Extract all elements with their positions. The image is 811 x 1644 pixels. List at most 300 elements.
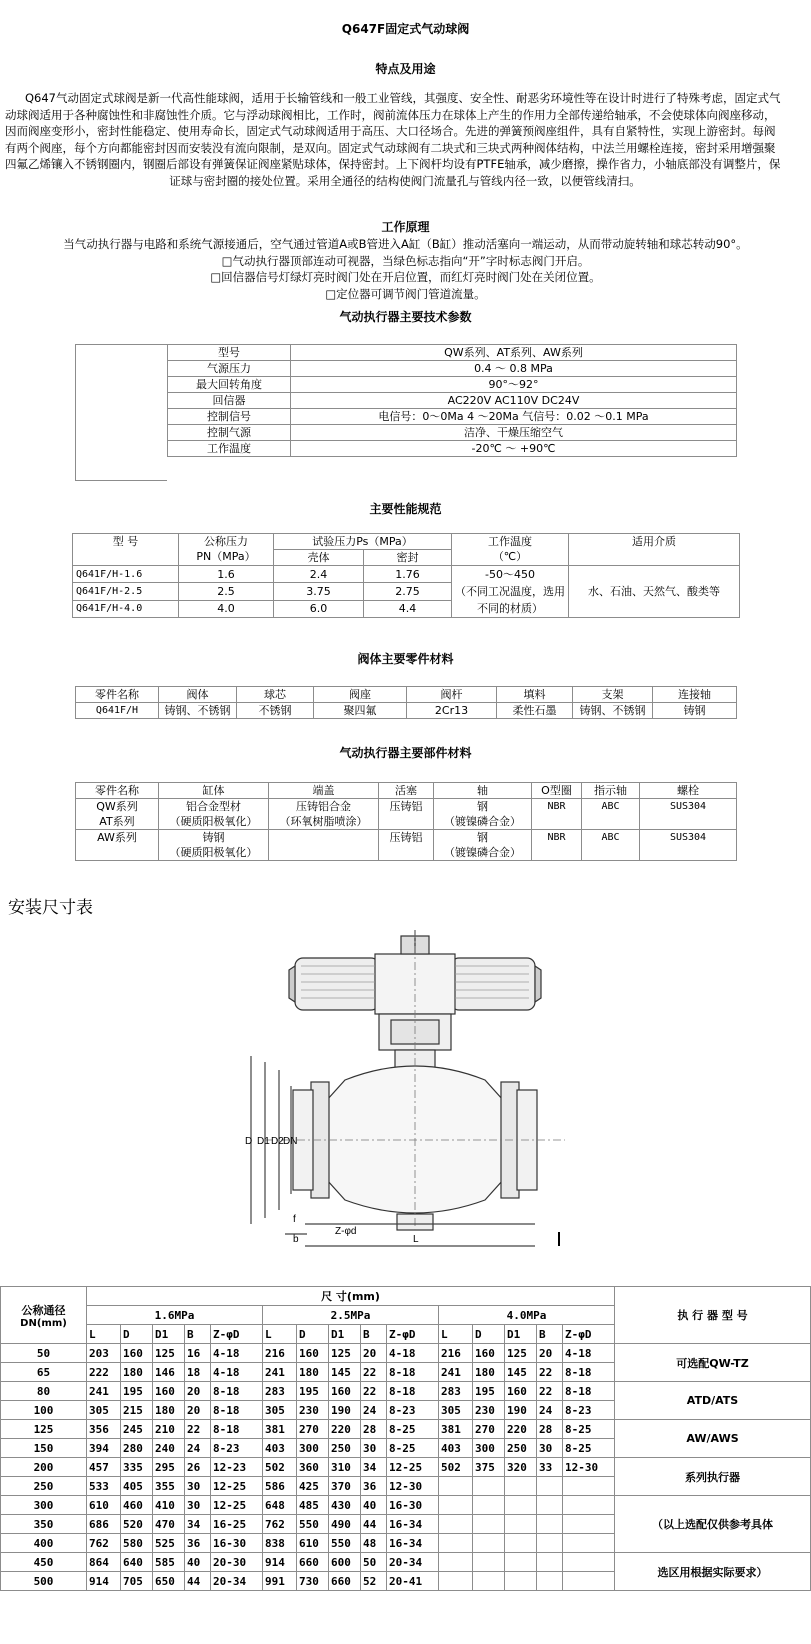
- dim-cell: 33: [537, 1458, 563, 1477]
- dim-cell: 52: [361, 1572, 387, 1591]
- perf-header-model: 型 号: [73, 534, 179, 566]
- dim-cell: 460: [121, 1496, 153, 1515]
- perf-temp-line: 不同的材质）: [477, 602, 543, 615]
- dim-col-header: D: [121, 1325, 153, 1344]
- actuator-note: 系列执行器: [615, 1458, 811, 1496]
- drawing-marker: [558, 1232, 560, 1246]
- dim-cell: 180: [297, 1363, 329, 1382]
- dim-cell: 40: [185, 1553, 211, 1572]
- dim-body: [1, 1344, 811, 1591]
- actuator-note: 可选配QW-TZ: [615, 1344, 811, 1382]
- dim-cell: 8-18: [211, 1401, 263, 1420]
- dim-cell: 640: [121, 1553, 153, 1572]
- table-row: [73, 534, 740, 550]
- principle-line: □回信器信号灯绿灯亮时阀门处在开启位置，而红灯亮时阀门处在关闭位置。: [210, 270, 601, 284]
- table-row: [168, 361, 737, 377]
- dim-cell: 16: [185, 1344, 211, 1363]
- actuator-materials-heading: 气动执行器主要部件材料: [339, 746, 472, 760]
- principle-line: □定位器可调节阀门管道流量。: [325, 286, 486, 301]
- dim-cell: 12-23: [211, 1458, 263, 1477]
- dim-dn: 200: [1, 1458, 87, 1477]
- act-mat-shaft-line: 钢: [477, 831, 488, 844]
- dim-header-dn: [1, 1287, 87, 1344]
- perf-header-shell: 壳体: [274, 550, 364, 566]
- dim-col-header: B: [185, 1325, 211, 1344]
- dim-cell: 403: [263, 1439, 297, 1458]
- perf-pn: 2.5: [179, 583, 274, 600]
- valve-drawing: [245, 930, 585, 1250]
- dim-cell: 210: [153, 1420, 185, 1439]
- dim-cell: [563, 1496, 615, 1515]
- dim-cell: 180: [121, 1363, 153, 1382]
- dim-cell: 8-25: [563, 1439, 615, 1458]
- act-mat-header: 螺栓: [640, 783, 737, 799]
- dim-cell: 30: [361, 1439, 387, 1458]
- dim-col-header: L: [87, 1325, 121, 1344]
- dim-cell: 580: [121, 1534, 153, 1553]
- dim-cell: 36: [185, 1534, 211, 1553]
- dim-dn: 50: [1, 1344, 87, 1363]
- dim-cell: 381: [439, 1420, 473, 1439]
- dim-cell: 305: [87, 1401, 121, 1420]
- dim-cell: 34: [185, 1515, 211, 1534]
- body-mat-header: 阀杆: [407, 687, 497, 703]
- act-mat-header: 缸体: [159, 783, 269, 799]
- dim-cell: 375: [473, 1458, 505, 1477]
- dim-cell: [439, 1553, 473, 1572]
- body-materials-heading: 阀体主要零件材料: [357, 652, 454, 666]
- dim-cell: 283: [263, 1382, 297, 1401]
- dim-cell: 20-34: [211, 1572, 263, 1591]
- table-row: [1, 1553, 811, 1572]
- body-mat-cell: 铸钢: [653, 703, 737, 719]
- perf-header-temp-label: 工作温度: [488, 535, 532, 548]
- act-mat-header: 指示轴: [582, 783, 640, 799]
- dim-cell: 44: [185, 1572, 211, 1591]
- dim-cell: 270: [473, 1420, 505, 1439]
- dim-cell: 470: [153, 1515, 185, 1534]
- dim-cell: [537, 1572, 563, 1591]
- act-mat-cap-line: （环氧树脂喷涂）: [279, 815, 368, 828]
- perf-header-media: 适用介质: [569, 534, 740, 566]
- dim-cell: [473, 1534, 505, 1553]
- dim-cell: 4-18: [387, 1344, 439, 1363]
- dim-cell: 686: [87, 1515, 121, 1534]
- dim-cell: 16-30: [387, 1496, 439, 1515]
- dim-cell: 762: [263, 1515, 297, 1534]
- dim-cell: 180: [153, 1401, 185, 1420]
- dim-cell: 457: [87, 1458, 121, 1477]
- act-mat-name-line: AT系列: [99, 815, 135, 828]
- table-row: [1, 1382, 811, 1401]
- dim-cell: 30: [537, 1439, 563, 1458]
- table-row: [1, 1458, 811, 1477]
- dim-cell: 44: [361, 1515, 387, 1534]
- dim-cell: 20-34: [387, 1553, 439, 1572]
- dim-cell: 12-25: [387, 1458, 439, 1477]
- perf-shell: 3.75: [274, 583, 364, 600]
- features-heading: 特点及用途: [375, 62, 436, 76]
- dim-cell: 320: [505, 1458, 537, 1477]
- dim-col-header: D: [473, 1325, 505, 1344]
- features-paragraph: [5, 90, 805, 189]
- table-row: [76, 799, 737, 830]
- param-value: QW系列、AT系列、AW系列: [291, 345, 737, 361]
- table-row: [76, 687, 737, 703]
- dim-cell: 245: [121, 1420, 153, 1439]
- dim-cell: 34: [361, 1458, 387, 1477]
- dim-cell: 762: [87, 1534, 121, 1553]
- dim-cell: 30: [185, 1477, 211, 1496]
- dim-cell: 20: [185, 1382, 211, 1401]
- dim-cell: 18: [185, 1363, 211, 1382]
- perf-header-pn-label: 公称压力: [204, 535, 248, 548]
- dim-cell: 16-25: [211, 1515, 263, 1534]
- dim-col-header: Z-φD: [211, 1325, 263, 1344]
- dim-dn: 350: [1, 1515, 87, 1534]
- dim-cell: 160: [473, 1344, 505, 1363]
- dim-dn: 300: [1, 1496, 87, 1515]
- act-mat-ind: ABC: [582, 830, 640, 861]
- dim-cell: 394: [87, 1439, 121, 1458]
- dim-dn: 150: [1, 1439, 87, 1458]
- dim-cell: [537, 1553, 563, 1572]
- dim-pressure: 2.5MPa: [263, 1306, 439, 1325]
- body-mat-cell: Q641F/H: [76, 703, 159, 719]
- dim-cell: 914: [87, 1572, 121, 1591]
- table-row: [168, 345, 737, 361]
- perf-seal: 4.4: [364, 600, 452, 617]
- dim-cell: [505, 1553, 537, 1572]
- dim-cell: 20-30: [211, 1553, 263, 1572]
- table-row: [76, 783, 737, 799]
- dim-cell: 20: [185, 1401, 211, 1420]
- dim-cell: 485: [297, 1496, 329, 1515]
- body-mat-cell: 2Cr13: [407, 703, 497, 719]
- dim-cell: [439, 1515, 473, 1534]
- body-mat-cell: 柔性石墨: [497, 703, 573, 719]
- body-mat-header: 阀座: [314, 687, 407, 703]
- dim-cell: 4-18: [211, 1344, 263, 1363]
- act-mat-piston: 压铸铝: [379, 830, 434, 861]
- perf-temp-line: -50～450: [485, 568, 535, 581]
- dim-cell: 48: [361, 1534, 387, 1553]
- dim-cell: 360: [297, 1458, 329, 1477]
- table-frame: [75, 344, 167, 481]
- dim-cell: 215: [121, 1401, 153, 1420]
- body-mat-header: 连接轴: [653, 687, 737, 703]
- dim-cell: 216: [439, 1344, 473, 1363]
- dim-cell: 220: [505, 1420, 537, 1439]
- dim-cell: [473, 1572, 505, 1591]
- actuator-materials-table: [75, 782, 737, 861]
- dim-cell: [505, 1515, 537, 1534]
- perf-header-seal: 密封: [364, 550, 452, 566]
- dim-cell: 26: [185, 1458, 211, 1477]
- dim-cell: 370: [329, 1477, 361, 1496]
- dim-cell: 145: [329, 1363, 361, 1382]
- dim-cell: 403: [439, 1439, 473, 1458]
- dim-cell: 36: [361, 1477, 387, 1496]
- param-name: 最大回转角度: [168, 377, 291, 393]
- dim-cell: [473, 1496, 505, 1515]
- act-mat-cap: [269, 830, 379, 861]
- dim-cell: [439, 1572, 473, 1591]
- dim-col-header: D1: [329, 1325, 361, 1344]
- perf-header-temp-unit: （℃）: [492, 550, 528, 563]
- dim-cell: [473, 1515, 505, 1534]
- features-line: 证球与密封圈的接处位置。采用全通径的结构使阀门流量孔与管线内径一致，以便管线清扫。: [169, 173, 641, 188]
- dim-cell: 8-18: [211, 1420, 263, 1439]
- param-value: 0.4 ～ 0.8 MPa: [291, 361, 737, 377]
- dim-col-header: Z-φD: [387, 1325, 439, 1344]
- dim-cell: 160: [329, 1382, 361, 1401]
- dim-col-header: L: [439, 1325, 473, 1344]
- dim-cell: 22: [537, 1363, 563, 1382]
- dim-cell: 30: [185, 1496, 211, 1515]
- dim-cell: 22: [537, 1382, 563, 1401]
- param-value: 90°～92°: [291, 377, 737, 393]
- body-mat-cell: 铸钢、不锈钢: [159, 703, 237, 719]
- dim-dn: 250: [1, 1477, 87, 1496]
- body-mat-header: 阀体: [159, 687, 237, 703]
- dim-cell: 241: [87, 1382, 121, 1401]
- dim-header-actuator: 执 行 器 型 号: [615, 1287, 811, 1344]
- dim-col-header: Z-φD: [563, 1325, 615, 1344]
- act-mat-shaft: [434, 830, 532, 861]
- dim-cell: 12-25: [211, 1496, 263, 1515]
- body-mat-cell: 不锈钢: [237, 703, 314, 719]
- table-row: [168, 441, 737, 457]
- dim-cell: 502: [439, 1458, 473, 1477]
- dim-col-header: L: [263, 1325, 297, 1344]
- dim-cell: 195: [121, 1382, 153, 1401]
- perf-shell: 2.4: [274, 566, 364, 583]
- perf-shell: 6.0: [274, 600, 364, 617]
- param-name: 工作温度: [168, 441, 291, 457]
- dim-cell: 8-25: [387, 1420, 439, 1439]
- principle-line: 当气动执行器与电路和系统气源接通后，空气通过管道A或B管进入A缸（B缸）推动活塞向一端运动，从而带动旋转轴和球芯转动90°。: [63, 237, 748, 251]
- dim-col-header: D1: [505, 1325, 537, 1344]
- dim-cell: 600: [329, 1553, 361, 1572]
- act-mat-header: 零件名称: [76, 783, 159, 799]
- perf-header-pn: [179, 534, 274, 566]
- table-row: [1, 1287, 811, 1306]
- act-mat-cap: [269, 799, 379, 830]
- actuator-params-table: [167, 344, 737, 457]
- dim-cell: 586: [263, 1477, 297, 1496]
- act-mat-cyl-line: （硬质阳极氧化）: [169, 815, 258, 828]
- dim-cell: 8-18: [563, 1363, 615, 1382]
- perf-pn: 4.0: [179, 600, 274, 617]
- dim-cell: [563, 1515, 615, 1534]
- dim-cell: [563, 1553, 615, 1572]
- dim-cell: 240: [153, 1439, 185, 1458]
- principle-line: □气动执行器顶部连动可视器，当绿色标志指向“开”字时标志阀门开启。: [221, 253, 590, 268]
- dim-cell: 50: [361, 1553, 387, 1572]
- param-name: 型号: [168, 345, 291, 361]
- dim-header-dn-line: 公称通径: [21, 1303, 66, 1317]
- dim-cell: 520: [121, 1515, 153, 1534]
- table-row: [1, 1344, 811, 1363]
- features-line: Q647气动固定式球阀是新一代高性能球阀，适用于长输管线和一般工业管线，其强度、安全性、耐恶劣环境性等在设计时进行了特殊考虑，固定式气: [25, 91, 781, 105]
- table-row: [1, 1496, 811, 1515]
- act-mat-piston: 压铸铝: [379, 799, 434, 830]
- dim-cell: 660: [329, 1572, 361, 1591]
- dim-dn: 65: [1, 1363, 87, 1382]
- dim-cell: 24: [537, 1401, 563, 1420]
- perf-seal: 2.75: [364, 583, 452, 600]
- dim-cell: 16-34: [387, 1515, 439, 1534]
- dim-cell: 190: [505, 1401, 537, 1420]
- dim-cell: 220: [329, 1420, 361, 1439]
- dim-cell: 28: [361, 1420, 387, 1439]
- body-mat-cell: 铸钢、不锈钢: [573, 703, 653, 719]
- table-row: [168, 377, 737, 393]
- dim-cell: 650: [153, 1572, 185, 1591]
- table-row: [73, 566, 740, 583]
- dim-cell: 585: [153, 1553, 185, 1572]
- dim-label-zd: Z-φd: [335, 1226, 357, 1237]
- dim-cell: 300: [297, 1439, 329, 1458]
- dim-cell: 648: [263, 1496, 297, 1515]
- dim-cell: 660: [297, 1553, 329, 1572]
- dim-cell: 405: [121, 1477, 153, 1496]
- dim-cell: 230: [473, 1401, 505, 1420]
- dim-cell: [537, 1496, 563, 1515]
- dim-cell: 24: [185, 1439, 211, 1458]
- dim-cell: 4-18: [211, 1363, 263, 1382]
- act-mat-cyl-line: 铝合金型材: [186, 800, 241, 813]
- dim-cell: 335: [121, 1458, 153, 1477]
- dim-cell: 305: [263, 1401, 297, 1420]
- act-mat-name-line: QW系列: [96, 800, 138, 813]
- dim-label-f: f: [293, 1214, 296, 1225]
- dim-cell: 12-30: [387, 1477, 439, 1496]
- dim-cell: [563, 1534, 615, 1553]
- dim-cell: 838: [263, 1534, 297, 1553]
- principle-heading: 工作原理: [381, 220, 430, 234]
- dim-cell: 310: [329, 1458, 361, 1477]
- dim-cell: [439, 1534, 473, 1553]
- dim-cell: 195: [473, 1382, 505, 1401]
- param-name: 回信器: [168, 393, 291, 409]
- perf-seal: 1.76: [364, 566, 452, 583]
- act-mat-shaft-line: 钢: [477, 800, 488, 813]
- dim-cell: 356: [87, 1420, 121, 1439]
- dim-label-b: b: [293, 1234, 299, 1245]
- dim-col-header: D1: [153, 1325, 185, 1344]
- table-row: [76, 703, 737, 719]
- dim-cell: 991: [263, 1572, 297, 1591]
- dim-cell: [505, 1534, 537, 1553]
- body-mat-header: 零件名称: [76, 687, 159, 703]
- dim-col-header: B: [537, 1325, 563, 1344]
- dim-cell: [439, 1477, 473, 1496]
- dim-cell: 241: [263, 1363, 297, 1382]
- dim-cell: 280: [121, 1439, 153, 1458]
- dim-cell: 125: [505, 1344, 537, 1363]
- dim-cell: 305: [439, 1401, 473, 1420]
- dim-cell: 20: [361, 1344, 387, 1363]
- dim-cell: 425: [297, 1477, 329, 1496]
- act-mat-oring: NBR: [532, 799, 582, 830]
- act-mat-header: 轴: [434, 783, 532, 799]
- dim-cell: 160: [505, 1382, 537, 1401]
- dim-cell: 160: [297, 1344, 329, 1363]
- dim-cell: 16-30: [211, 1534, 263, 1553]
- param-name: 控制气源: [168, 425, 291, 441]
- performance-table: [72, 533, 740, 618]
- table-row: [168, 425, 737, 441]
- dim-cell: [563, 1572, 615, 1591]
- dim-cell: [505, 1496, 537, 1515]
- dim-cell: 146: [153, 1363, 185, 1382]
- dim-dn: 80: [1, 1382, 87, 1401]
- perf-model: Q641F/H-2.5: [73, 583, 179, 600]
- dim-cell: 8-23: [211, 1439, 263, 1458]
- dim-cell: 283: [439, 1382, 473, 1401]
- body-materials-table: [75, 686, 737, 719]
- dim-cell: 410: [153, 1496, 185, 1515]
- dim-cell: 502: [263, 1458, 297, 1477]
- dim-dn: 400: [1, 1534, 87, 1553]
- dim-cell: 8-25: [563, 1420, 615, 1439]
- dim-header-dn-line: DN(mm): [20, 1317, 67, 1329]
- dim-cell: [563, 1477, 615, 1496]
- dim-cell: 300: [473, 1439, 505, 1458]
- perf-header-temp: [452, 534, 569, 566]
- dim-cell: 270: [297, 1420, 329, 1439]
- dim-cell: 8-18: [387, 1382, 439, 1401]
- act-mat-header: 端盖: [269, 783, 379, 799]
- dim-col-header: D: [297, 1325, 329, 1344]
- dimension-table: [0, 1286, 811, 1591]
- dim-cell: 550: [329, 1534, 361, 1553]
- dim-cell: 525: [153, 1534, 185, 1553]
- dim-cell: 610: [87, 1496, 121, 1515]
- features-line: 有两个阀座，每个方向都能密封因而安装没有流向限制，是双向。固定式气动球阀有二块式和三块式两种阀体结构，中法兰用螺栓连接，密封采用增强聚: [5, 140, 776, 155]
- dim-dn: 125: [1, 1420, 87, 1439]
- dim-dn: 450: [1, 1553, 87, 1572]
- act-mat-cyl-line: （硬质阳极氧化）: [169, 846, 258, 859]
- dim-dn: 500: [1, 1572, 87, 1591]
- dim-cell: 160: [121, 1344, 153, 1363]
- dim-cell: [537, 1477, 563, 1496]
- page-title: Q647F固定式气动球阀: [341, 22, 470, 36]
- dim-cell: [505, 1477, 537, 1496]
- dim-cell: 195: [297, 1382, 329, 1401]
- act-mat-bolt: SUS304: [640, 799, 737, 830]
- act-mat-oring: NBR: [532, 830, 582, 861]
- act-mat-shaft: [434, 799, 532, 830]
- dim-cell: 40: [361, 1496, 387, 1515]
- dim-cell: 610: [297, 1534, 329, 1553]
- dim-cell: 22: [361, 1363, 387, 1382]
- dim-cell: 20-41: [387, 1572, 439, 1591]
- dim-label-D2: D2: [271, 1136, 284, 1147]
- dim-label-D1: D1: [257, 1136, 270, 1147]
- dim-cell: 160: [153, 1382, 185, 1401]
- actuator-note: AW/AWS: [615, 1420, 811, 1458]
- dim-cell: 216: [263, 1344, 297, 1363]
- body-mat-header: 支架: [573, 687, 653, 703]
- body-mat-header: 填料: [497, 687, 573, 703]
- dim-cell: 8-23: [563, 1401, 615, 1420]
- dim-cell: 8-18: [387, 1363, 439, 1382]
- act-mat-header: O型圈: [532, 783, 582, 799]
- perf-header-test: 试验压力Ps（MPa）: [274, 534, 452, 550]
